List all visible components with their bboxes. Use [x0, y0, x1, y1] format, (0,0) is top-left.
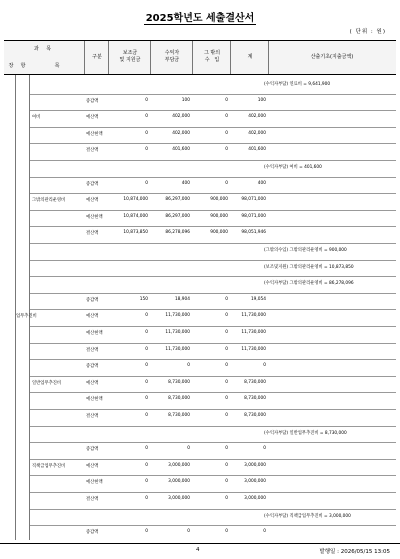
- table-row: [4, 226, 396, 243]
- income-value: 402,000: [172, 114, 190, 120]
- table-row: [4, 459, 396, 476]
- budget-value: 0: [145, 379, 148, 385]
- other-value: 0: [225, 97, 228, 103]
- note-row: [4, 426, 396, 443]
- other-value: 0: [225, 496, 228, 501]
- total-value: 11,730,000: [241, 346, 266, 352]
- other-value: 0: [225, 379, 228, 385]
- total-value: 3,000,000: [244, 496, 266, 501]
- table-row: [4, 293, 396, 310]
- budget-value: 0: [145, 130, 148, 136]
- income-value: 3,000,000: [168, 496, 190, 501]
- header-basis: 산출기초(지출금액): [310, 54, 354, 60]
- other-value: 0: [225, 114, 228, 120]
- note-row: [4, 77, 396, 94]
- budget-value: 10,873,850: [123, 230, 148, 236]
- income-value: 11,730,000: [165, 330, 190, 335]
- divider: [108, 41, 109, 74]
- total-value: 8,730,000: [244, 413, 266, 418]
- other-value: 0: [225, 346, 228, 352]
- total-value: 8,730,000: [244, 396, 266, 402]
- table-header: [4, 41, 396, 75]
- total-value: 11,730,000: [241, 330, 266, 335]
- income-value: 86,297,000: [165, 213, 190, 219]
- total-value: 402,000: [248, 130, 266, 136]
- other-value: 900,000: [210, 230, 228, 236]
- expenditure-table: [4, 40, 396, 540]
- type-label: 결산액: [86, 231, 99, 237]
- total-value: 3,000,000: [244, 462, 266, 468]
- other-value: 0: [225, 363, 228, 369]
- page-number: 4: [196, 547, 200, 553]
- type-label: 증감액: [86, 364, 99, 370]
- income-value: 100: [181, 97, 190, 103]
- type-label: 예산현액: [86, 214, 103, 220]
- total-value: 402,000: [248, 114, 266, 120]
- income-value: 86,278,096: [165, 230, 190, 236]
- table-row: [4, 143, 396, 160]
- total-value: 98,071,000: [241, 213, 266, 219]
- income-value: 8,730,000: [168, 396, 190, 402]
- budget-value: 0: [145, 462, 148, 468]
- table-row: [4, 376, 396, 393]
- table-row: [4, 343, 396, 360]
- table-row: [4, 525, 396, 542]
- income-value: 0: [187, 446, 190, 452]
- budget-value: 0: [145, 446, 148, 452]
- budget-value: 0: [145, 346, 148, 352]
- other-value: 0: [225, 330, 228, 335]
- type-label: 증감액: [86, 447, 99, 453]
- budget-value: 0: [145, 496, 148, 501]
- type-label: 결산액: [86, 414, 99, 419]
- budget-value: 0: [145, 413, 148, 418]
- basis-note: (수익자부담) 여비 = 401,600: [264, 165, 322, 170]
- table-row: [4, 193, 396, 210]
- table-row: [4, 442, 396, 459]
- income-value: 3,000,000: [168, 479, 190, 485]
- basis-note: (수익자부담) 그밖의관리운영비 = 86,278,096: [264, 281, 354, 287]
- type-label: 예산액: [86, 314, 99, 320]
- type-label: 증감액: [86, 181, 99, 187]
- basis-note: (수익자부담) 직책급업무추진비 = 3,000,000: [264, 513, 351, 519]
- header-budget: 보조금 및 지원금: [119, 50, 141, 63]
- total-value: 98,051,946: [241, 230, 266, 236]
- note-row: [4, 243, 396, 260]
- type-label: 예산액: [86, 115, 99, 121]
- other-value: 0: [225, 413, 228, 418]
- basis-note: (그밖의수입) 그밖의관리운영비 = 900,000: [264, 248, 347, 253]
- income-value: 8,730,000: [168, 379, 190, 385]
- header-hang: 항: [20, 63, 26, 69]
- income-value: 18,904: [174, 296, 190, 302]
- other-value: 0: [225, 313, 228, 319]
- subject-label: 일반업무추진비: [32, 380, 62, 386]
- type-label: 예산액: [86, 198, 99, 204]
- type-label: 결산액: [86, 148, 99, 154]
- budget-value: 10,874,000: [123, 213, 148, 219]
- type-label: 예산현액: [86, 331, 103, 336]
- total-value: 100: [257, 97, 266, 103]
- type-label: 결산액: [86, 347, 99, 353]
- header-subject: 과 목: [33, 46, 55, 52]
- type-label: 증감액: [86, 530, 99, 536]
- income-value: 0: [187, 529, 190, 535]
- total-value: 3,000,000: [244, 479, 266, 485]
- issued-date: 발행일 : 2026/05/15 13:05: [319, 549, 390, 555]
- other-value: 0: [225, 396, 228, 402]
- total-value: 0: [263, 363, 266, 369]
- title-text: 2025학년도 세출결산서: [145, 13, 255, 24]
- table-row: [4, 409, 396, 426]
- other-value: 0: [225, 147, 228, 153]
- table-row: [4, 94, 396, 111]
- divider: [268, 41, 269, 74]
- table-row: [4, 492, 396, 509]
- basis-note: (수익자부담) 연료비 = 9,641,900: [264, 82, 331, 87]
- total-value: 98,071,000: [241, 197, 266, 203]
- other-value: 0: [225, 180, 228, 186]
- income-value: 8,730,000: [168, 413, 190, 418]
- divider: [150, 41, 151, 74]
- total-value: 0: [263, 529, 266, 535]
- header-type: 구분: [92, 54, 102, 60]
- other-value: 900,000: [210, 213, 228, 219]
- income-value: 3,000,000: [168, 462, 190, 468]
- budget-value: 0: [145, 180, 148, 186]
- type-label: 예산현액: [86, 131, 103, 137]
- income-value: 0: [187, 363, 190, 369]
- type-label: 예산현액: [86, 480, 103, 486]
- type-label: 결산액: [86, 497, 99, 502]
- other-value: 0: [225, 462, 228, 468]
- subject-label: 업무추진비: [16, 314, 37, 320]
- budget-value: 0: [145, 114, 148, 120]
- total-value: 11,730,000: [241, 313, 266, 319]
- table-row: [4, 210, 396, 227]
- other-value: 0: [225, 446, 228, 452]
- total-value: 8,730,000: [244, 379, 266, 385]
- budget-value: 0: [145, 396, 148, 402]
- table-row: [4, 475, 396, 492]
- header-mok: 목: [54, 63, 60, 69]
- table-row: [4, 392, 396, 409]
- other-value: 0: [225, 296, 228, 302]
- type-label: 예산액: [86, 463, 99, 469]
- header-income: 수익자 부담금: [164, 50, 180, 63]
- budget-value: 0: [145, 363, 148, 369]
- table-row: [4, 359, 396, 376]
- divider: [230, 41, 231, 74]
- budget-value: 0: [145, 97, 148, 103]
- type-label: 예산현액: [86, 397, 103, 403]
- other-value: 0: [225, 479, 228, 485]
- divider: [192, 41, 193, 74]
- note-row: [4, 260, 396, 277]
- footer-rule: [0, 543, 400, 544]
- header-jang: 장: [8, 63, 14, 69]
- divider: [84, 41, 85, 74]
- budget-value: 10,874,000: [123, 197, 148, 203]
- other-value: 900,000: [210, 197, 228, 203]
- income-value: 400: [181, 180, 190, 186]
- total-value: 400: [257, 180, 266, 186]
- income-value: 402,000: [172, 130, 190, 136]
- table-row: [4, 326, 396, 343]
- total-value: 401,600: [248, 147, 266, 153]
- subject-label: 직책급업무추진비: [32, 463, 66, 469]
- table-row: [4, 309, 396, 326]
- type-label: 예산액: [86, 380, 99, 386]
- budget-value: 0: [145, 313, 148, 319]
- subject-label: 여비: [32, 115, 41, 121]
- header-other: 그 밖의 수 입: [203, 50, 221, 63]
- income-value: 11,730,000: [165, 313, 190, 319]
- total-value: 0: [263, 446, 266, 452]
- income-value: 401,600: [172, 147, 190, 153]
- table-row: [4, 177, 396, 194]
- note-row: [4, 276, 396, 293]
- document-title: [0, 9, 400, 24]
- budget-value: 0: [145, 479, 148, 485]
- other-value: 0: [225, 130, 228, 136]
- budget-value: 0: [145, 330, 148, 335]
- basis-note: (보조및지원) 그밖의관리운영비 = 10,873,850: [264, 264, 354, 270]
- subject-label: 그밖의관리운영비: [32, 198, 66, 204]
- income-value: 86,297,000: [165, 197, 190, 203]
- income-value: 11,730,000: [165, 346, 190, 352]
- budget-value: 150: [139, 296, 148, 302]
- header-total: 계: [247, 54, 253, 60]
- type-label: 증감액: [86, 297, 99, 303]
- type-label: 증감액: [86, 98, 99, 104]
- table-row: [4, 127, 396, 144]
- budget-value: 0: [145, 529, 148, 535]
- budget-value: 0: [145, 147, 148, 153]
- table-body: [4, 75, 396, 540]
- basis-note: (수익자부담) 일반업무추진비 = 8,730,000: [264, 430, 347, 436]
- total-value: 19,054: [250, 296, 266, 302]
- note-row: [4, 509, 396, 526]
- unit-label: ( 단위 : 원): [349, 29, 386, 35]
- note-row: [4, 160, 396, 177]
- table-row: [4, 110, 396, 127]
- other-value: 0: [225, 529, 228, 535]
